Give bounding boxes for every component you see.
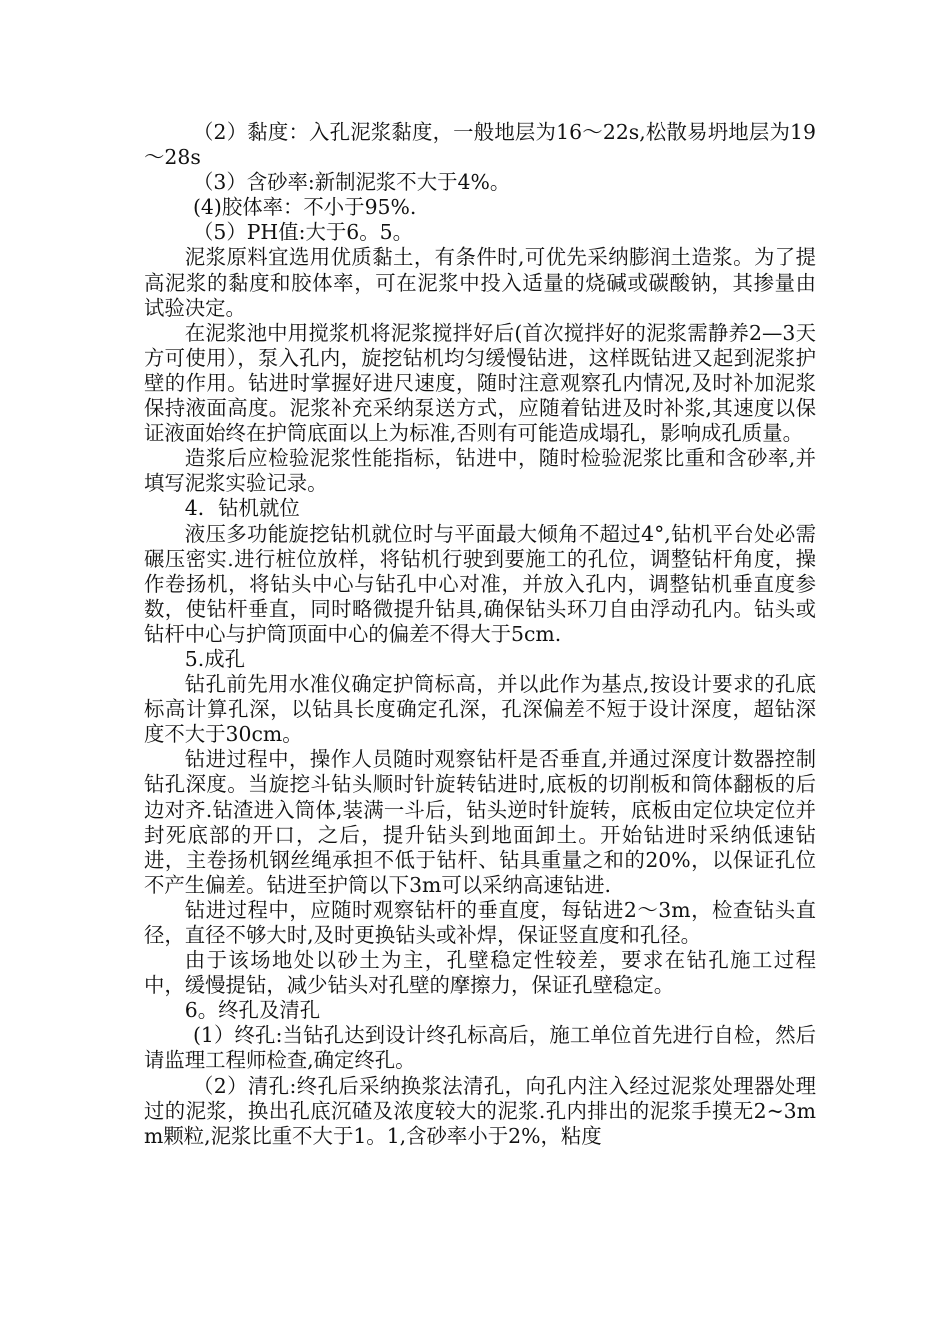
paragraph-verticality: 钻进过程中，应随时观察钻杆的垂直度，每钻进2～3m，检查钻头直径，直径不够大时,及时更换钻头或补焊，保证竖直度和孔径。 <box>144 897 816 947</box>
paragraph-viscosity: （2）黏度：入孔泥浆黏度，一般地层为16～22s,松散易坍地层为19～28s <box>144 120 816 170</box>
paragraph-cleaning: （2）清孔:终孔后采纳换浆法清孔，向孔内注入经过泥浆处理器处理过的泥浆，换出孔底沉碴及浓度较大的泥浆.孔内排出的泥浆手摸无2~3mm颗粒,泥浆比重不大于1。1,含砂率小于2%，粘度 <box>144 1073 816 1148</box>
paragraph-colloid-rate: (4)胶体率：不小于95%. <box>192 195 417 220</box>
section-heading-5: 5.成孔 <box>184 646 246 671</box>
paragraph-hole-depth: 钻孔前先用水准仪确定护筒标高，并以此作为基点,按设计要求的孔底标高计算孔深，以钻具长度确定孔深，孔深偏差不短于设计深度，超钻深度不大于30cm。 <box>144 672 816 747</box>
paragraph-final-hole: (1）终孔:当钻孔达到设计终孔标高后，施工单位首先进行自检，然后请监理工程师检查,确定终孔。 <box>144 1023 816 1073</box>
paragraph-testing: 造浆后应检验泥浆性能指标，钻进中，随时检验泥浆比重和含砂率,并填写泥浆实验记录。 <box>144 446 816 496</box>
paragraph-raw-material: 泥浆原料宜选用优质黏土，有条件时,可优先采纳膨润土造浆。为了提高泥浆的黏度和胶体率，可在泥浆中投入适量的烧碱或碳酸钠，其掺量由试验决定。 <box>144 245 816 320</box>
paragraph-mixing: 在泥浆池中用搅浆机将泥浆搅拌好后(首次搅拌好的泥浆需静养2—3天方可使用），泵入孔内，旋挖钻机均匀缓慢钻进，这样既钻进又起到泥浆护壁的作用。钻进时掌握好进尺速度，随时注意观察孔内情况,及时补加泥浆保持液面高度。泥浆补充采纳泵送方式，应随着钻进及时补浆,其速度以保证液面始终在护筒底面以上为标准,否则有可能造成塌孔，影响成孔质量。 <box>144 320 816 446</box>
section-heading-6: 6。终孔及清孔 <box>184 998 321 1023</box>
paragraph-positioning: 液压多功能旋挖钻机就位时与平面最大倾角不超过4°,钻机平台处必需碾压密实.进行桩位放样，将钻机行驶到要施工的孔位，调整钻杆角度，操作卷扬机，将钻头中心与钻孔中心对准，并放入孔内，调整钻机垂直度参数，使钻杆垂直，同时略微提升钻具,确保钻头环刀自由浮动孔内。钻头或钻杆中心与护筒顶面中心的偏差不得大于5cm. <box>144 521 816 646</box>
paragraph-ph-value: （5）PH值:大于6。5。 <box>192 220 413 245</box>
section-heading-4: 4．钻机就位 <box>184 496 300 521</box>
document-page <box>144 120 816 1149</box>
paragraph-sand-content: （3）含砂率:新制泥浆不大于4%。 <box>192 170 511 195</box>
paragraph-drilling-process: 钻进过程中，操作人员随时观察钻杆是否垂直,并通过深度计数器控制钻孔深度。当旋挖斗钻头顺时针旋转钻进时,底板的切削板和筒体翻板的后边对齐.钻渣进入筒体,装满一斗后，钻头逆时针旋转，底板由定位块定位并封死底部的开口，之后，提升钻头到地面卸土。开始钻进时采纳低速钻进，主卷扬机钢丝绳承担不低于钻杆、钻具重量之和的20%，以保证孔位不产生偏差。钻进至护筒以下3m可以采纳高速钻进. <box>144 747 816 897</box>
paragraph-sandy-soil: 由于该场地处以砂土为主，孔壁稳定性较差，要求在钻孔施工过程中，缓慢提钻，减少钻头对孔壁的摩擦力，保证孔壁稳定。 <box>144 948 816 998</box>
